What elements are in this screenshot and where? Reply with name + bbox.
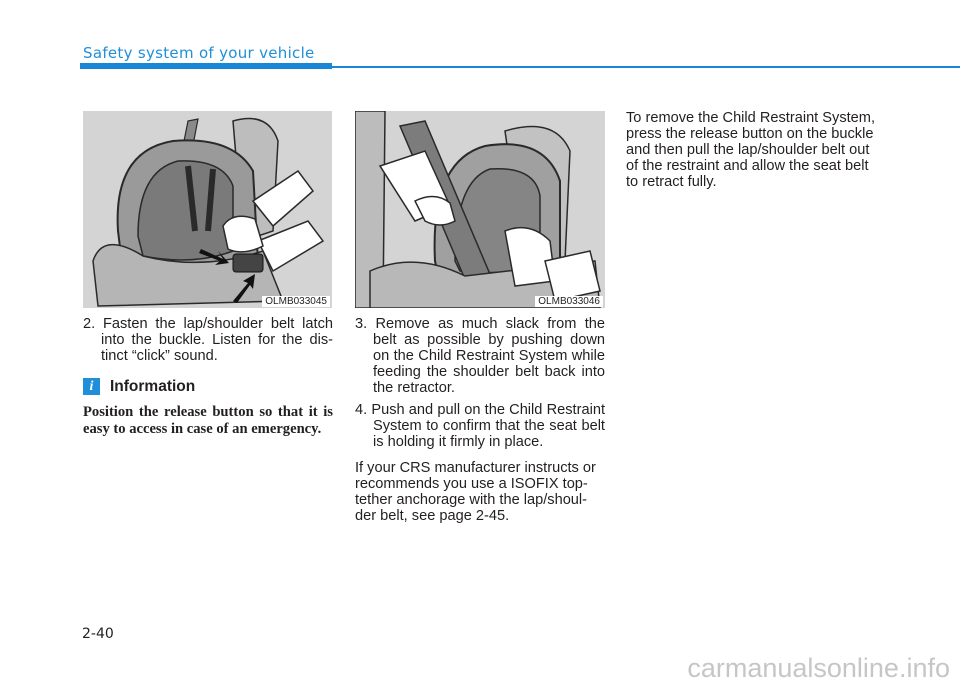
remove-crs-paragraph: To remove the Child Restraint System, press the release button on the buckle and then pull the lap/shoulder belt out of the restraint and allow the seat belt to retract fully. (626, 110, 875, 190)
information-body: Position the release button so that it is easy to access in case of an emergency. (83, 404, 333, 437)
isofix-paragraph: If your CRS manufacturer instructs or recommends you use a ISOFIX top-tether anchorage with the lap/shoul-der belt, see page 2-45. (355, 460, 596, 524)
figure-code: OLMB033046 (535, 296, 603, 307)
figure-fasten-buckle (83, 111, 332, 308)
watermark: carmanualsonline.info (687, 653, 950, 683)
page-number: 2-40 (82, 626, 114, 642)
step-4: 4. Push and pull on the Child Restraint System to confirm that the seat belt is holding it firmly in place. (355, 402, 605, 450)
child-seat-slack-illustration (355, 111, 605, 308)
child-seat-buckle-illustration (83, 111, 332, 308)
step-3: 3. Remove as much slack from the belt as possible by pushing down on the Child Restraint System while feeding the shoulder belt back into the retractor. (355, 316, 605, 396)
figure-remove-slack (355, 111, 605, 308)
information-header (83, 378, 333, 395)
column-2 (355, 316, 605, 524)
step-2: 2. Fasten the lap/shoulder belt latch into the buckle. Listen for the dis-tinct “click” sound. (83, 316, 333, 364)
column-1 (83, 316, 333, 438)
column-3 (626, 110, 882, 190)
information-icon: i (83, 378, 100, 395)
figure-code: OLMB033045 (262, 296, 330, 307)
header-rule-thick (80, 63, 332, 69)
information-title: Information (110, 377, 196, 395)
header-rule-thin (332, 66, 960, 68)
section-title: Safety system of your vehicle (83, 44, 315, 62)
